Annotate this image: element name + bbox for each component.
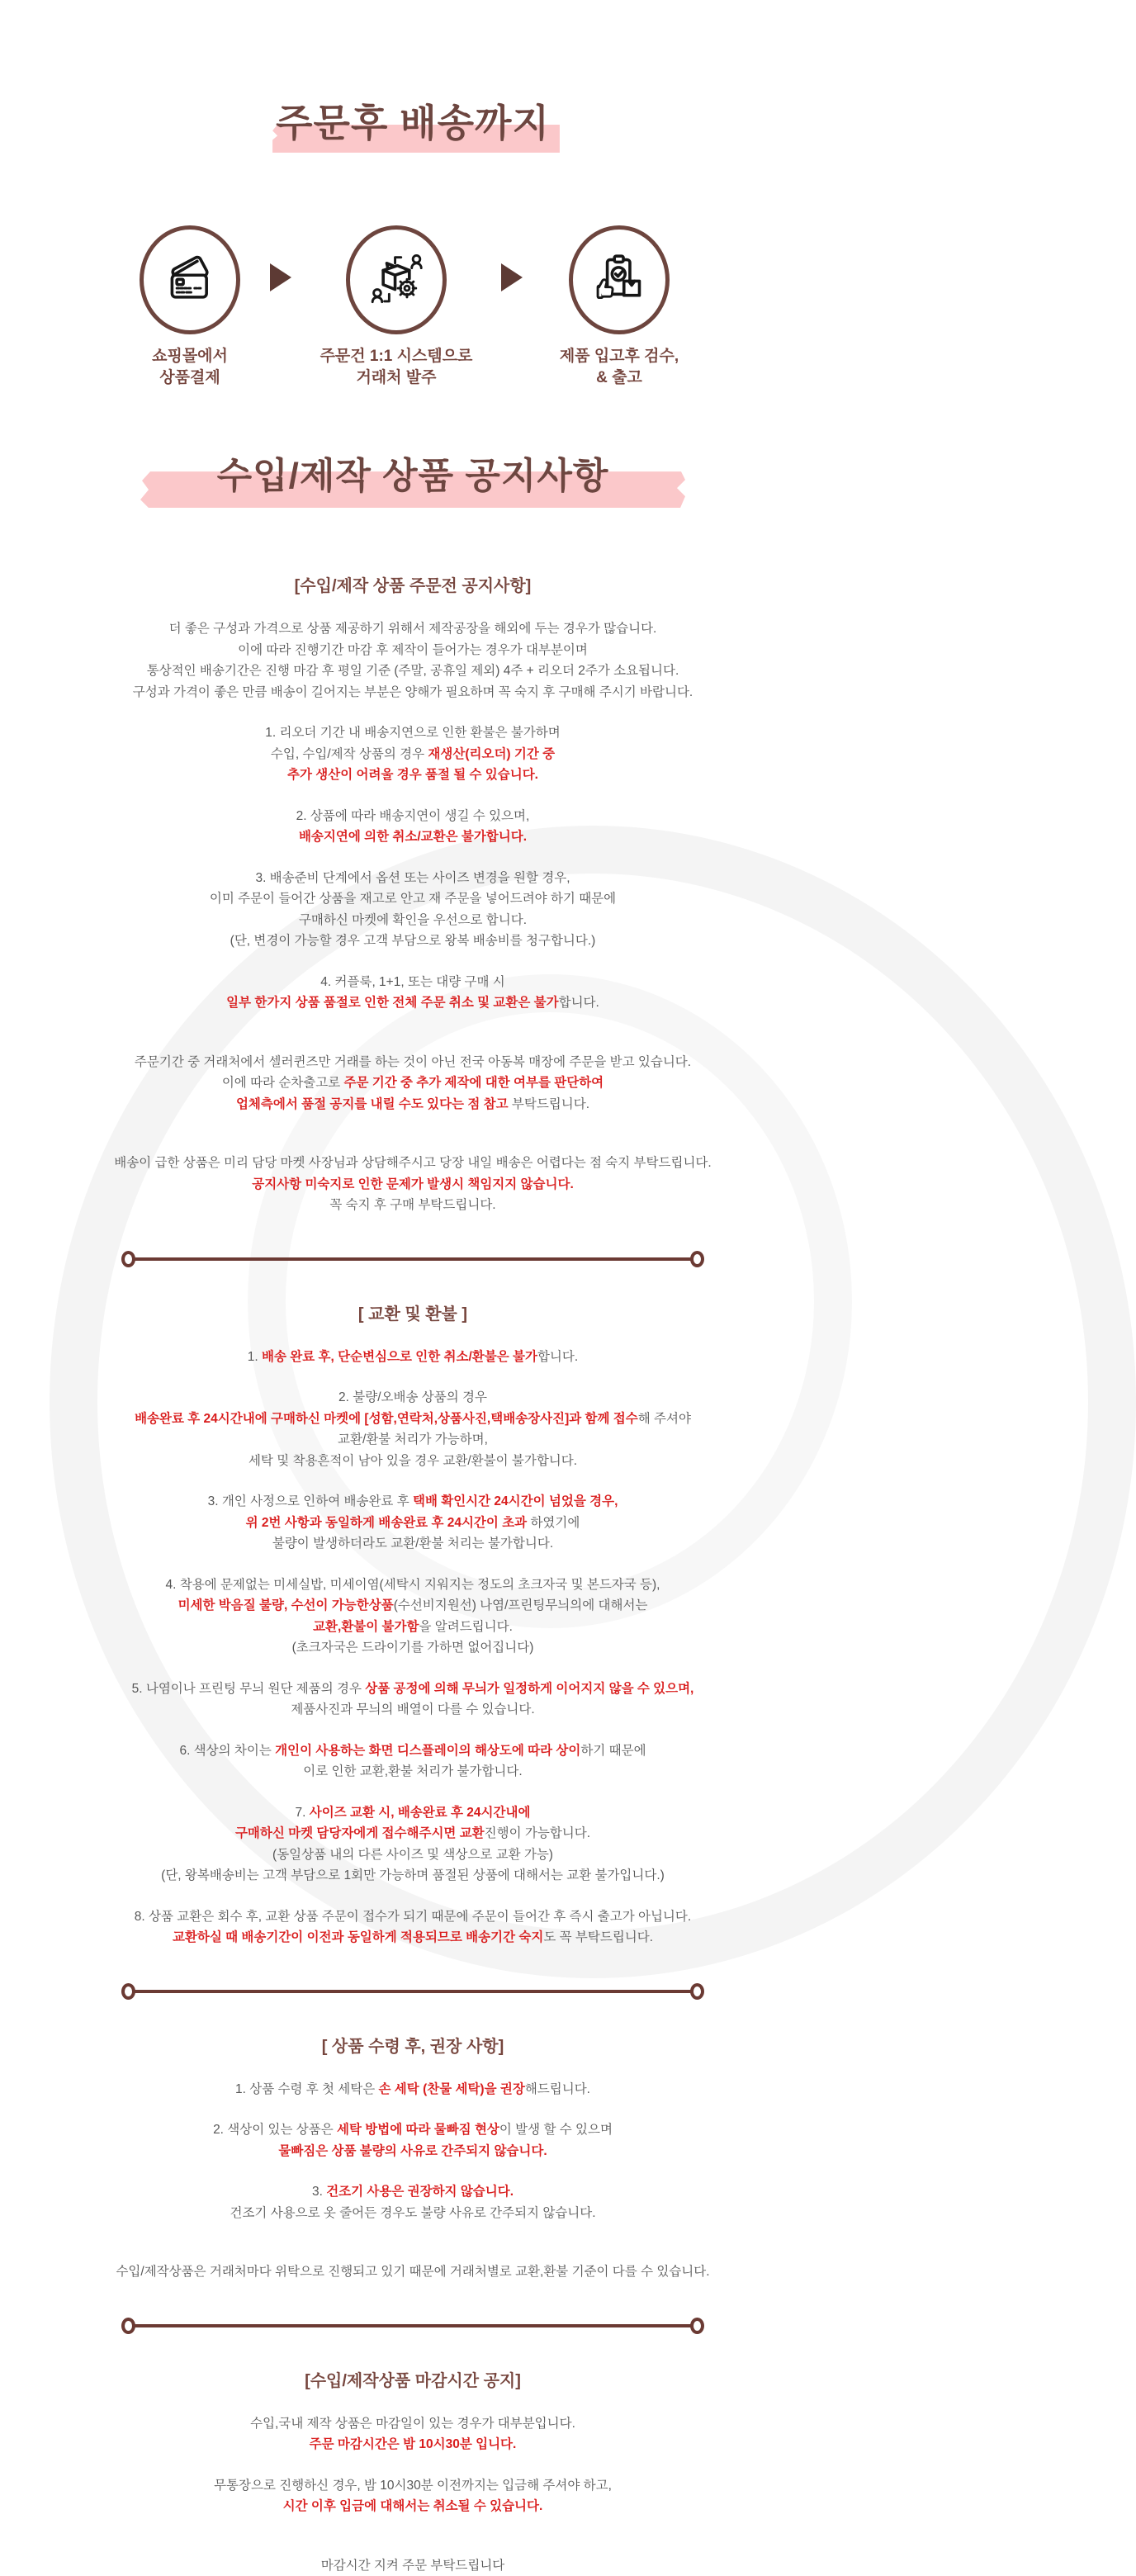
text-line: 불량이 발생하더라도 교환/환불 처리는 불가합니다. (272, 1537, 554, 1551)
text-line: 1. 리오더 기간 내 배송지연으로 인한 환불은 불가하며 (265, 726, 561, 741)
text-line: [수입/제작 상품 주문전 공지사항] (294, 577, 532, 596)
care-item-1 (0, 2079, 826, 2100)
text-line: 이에 따라 진행기간 마감 후 제작이 들어가는 경우가 대부분이며 (238, 642, 588, 657)
exchange-item-7 (0, 1802, 826, 1887)
deadline-paragraph-2 (0, 2475, 826, 2517)
text-line: 4. 커플룩, 1+1, 또는 대량 구매 시 (320, 974, 505, 989)
step-label: 주문건 1:1 시스템으로 거래처 발주 (320, 348, 473, 387)
exchange-item-4 (0, 1574, 826, 1659)
text-line: 3. 배송준비 단계에서 옵션 또는 사이즈 변경을 원할 경우, (255, 870, 570, 885)
divider-bar (135, 1990, 691, 1993)
step-order-system (293, 225, 499, 389)
exchange-item-5 (0, 1679, 826, 1721)
section-divider (121, 1251, 704, 1267)
text-line: 건조기 사용으로 옷 줄어든 경우도 불량 사유로 간주되지 않습니다. (230, 2205, 596, 2220)
deadline-heading (0, 2369, 826, 2394)
text-line: 1. 배송 완료 후, 단순변심으로 인한 취소/환불은 불가합니다. (247, 1349, 579, 1364)
divider-end-ring (121, 1983, 135, 2000)
text-line: 주문 마감시간은 밤 10시30분 입니다. (309, 2437, 517, 2452)
notice-banner (140, 450, 685, 509)
divider-end-ring (690, 1983, 704, 2000)
inspection-shipping-icon (589, 250, 649, 310)
text-line: (초크자국은 드라이기를 가하면 없어집니다) (291, 1641, 534, 1655)
text-line: 4. 착용에 문제없는 미세실밥, 미세이염(세탁시 지워지는 정도의 초크자국 및 본드자국 등), (165, 1577, 660, 1592)
text-line: 세탁 및 착용흔적이 남아 있을 경우 교환/환불이 불가합니다. (248, 1453, 578, 1468)
text-line: 배송완료 후 24시간내에 구매하신 마켓에 [성함,연락처,상품사진,택배송장사진]과 함께 접수해 주셔야 (135, 1411, 691, 1426)
text-line: 2. 불량/오배송 상품의 경우 (338, 1390, 487, 1405)
step-label: 제품 입고후 검수, & 출고 (559, 348, 679, 387)
deadline-final-line (0, 2555, 826, 2576)
exchange-item-8 (0, 1906, 826, 1949)
text-line: 2. 색상이 있는 상품은 세탁 방법에 따라 물빠짐 현상이 발생 할 수 있으며 (213, 2123, 613, 2138)
text-line: 6. 색상의 차이는 개인이 사용하는 화면 디스플레이의 해상도에 따라 상이하기 때문에 (179, 1743, 646, 1758)
order-system-icon (367, 250, 426, 310)
order-flow-steps (0, 225, 826, 389)
deadline-paragraph-1 (0, 2413, 826, 2455)
text-line: 공지사항 미숙지로 인한 문제가 발생시 책임지지 않습니다. (252, 1177, 574, 1191)
text-line: 미세한 박음질 불량, 수선이 가능한상품(수선비지원선) 나염/프린팅무늬의에 대해서는 (178, 1598, 648, 1613)
section-divider (121, 2318, 704, 2334)
text-line: 7. 사이즈 교환 시, 배송완료 후 24시간내에 (295, 1805, 531, 1820)
notice-item-4 (0, 972, 826, 1014)
step-label: 쇼핑몰에서 상품결제 (152, 348, 228, 387)
text-line: 교환하실 때 배송기간이 이전과 동일하게 적용되므로 배송기간 숙지도 꼭 부탁드립니다. (172, 1930, 654, 1945)
divider-end-ring (121, 1251, 135, 1267)
intro-paragraph (0, 618, 826, 703)
text-line: 일부 한가지 상품 품절로 인한 전체 주문 취소 및 교환은 불가합니다. (226, 996, 599, 1011)
step-circle (346, 225, 447, 334)
urgent-shipping-paragraph (0, 1153, 826, 1216)
flow-arrow-icon (501, 263, 523, 291)
text-line: 3. 개인 사정으로 인하여 배송완료 후 택배 확인시간 24시간이 넘었을 경우, (207, 1494, 618, 1509)
notice-item-1 (0, 722, 826, 786)
exchange-refund-heading (0, 1302, 826, 1327)
divider-end-ring (690, 2318, 704, 2334)
care-item-3 (0, 2181, 826, 2223)
exchange-item-2 (0, 1387, 826, 1471)
exchange-item-1 (0, 1347, 826, 1368)
exchange-item-3 (0, 1491, 826, 1555)
text-line: 배송지연에 의한 취소/교환은 불가합니다. (298, 830, 528, 845)
flow-arrow-icon (270, 263, 291, 291)
text-line: 꼭 숙지 후 구매 부탁드립니다. (329, 1198, 496, 1213)
step-inspection-shipping (524, 225, 714, 389)
divider-end-ring (690, 1251, 704, 1267)
text-line: 교환/환불 처리가 가능하며, (338, 1432, 488, 1447)
text-line: 시간 이후 입금에 대해서는 취소될 수 있습니다. (282, 2499, 543, 2514)
exchange-item-6 (0, 1740, 826, 1783)
divider-end-ring (121, 2318, 135, 2334)
text-line: (동일상품 내의 다른 사이즈 및 색상으로 교환 가능) (272, 1847, 553, 1862)
text-line: 업체측에서 품절 공지를 내릴 수도 있다는 점 참고 부탁드립니다. (235, 1096, 590, 1111)
text-line: 3. 건조기 사용은 권장하지 않습니다. (311, 2185, 514, 2200)
text-line: 구성과 가격이 좋은 만큼 배송이 길어지는 부분은 양해가 필요하며 꼭 숙지 후 구매해 주시기 바랍니다. (132, 684, 693, 699)
text-line: 더 좋은 구성과 가격으로 상품 제공하기 위해서 제작공장을 해외에 두는 경우가 많습니다. (168, 622, 657, 637)
text-line: 통상적인 배송기간은 진행 마감 후 평일 기준 (주말, 공휴일 제외) 4주 + 리오더 2주가 소요됩니다. (146, 664, 679, 679)
text-line: 이미 주문이 들어간 상품을 재고로 안고 재 주문을 넣어드려야 하기 때문에 (209, 892, 617, 907)
text-line: 5. 나염이나 프린팅 무늬 원단 제품의 경우 상품 공정에 의해 무늬가 일정하게 이어지지 않을 수 있으며, (131, 1681, 694, 1696)
text-line: 이에 따라 순차출고로 주문 기간 중 추가 제작에 대한 여부를 판단하여 (221, 1076, 604, 1091)
care-item-2 (0, 2119, 826, 2162)
text-line: 1. 상품 수령 후 첫 세탁은 손 세탁 (찬물 세탁)을 권장해드립니다. (235, 2081, 590, 2096)
text-line: 교환,환불이 불가함을 알려드립니다. (313, 1619, 513, 1634)
text-line: 이로 인한 교환,환불 처리가 불가합니다. (303, 1764, 523, 1779)
text-line: (단, 변경이 가능할 경우 고객 부담으로 왕복 배송비를 청구합니다.) (230, 934, 596, 949)
step-circle (140, 225, 240, 334)
divider-bar (135, 1257, 691, 1261)
text-line: 위 2번 사항과 동일하게 배송완료 후 24시간이 초과 하였기에 (245, 1515, 580, 1530)
text-line: 2. 상품에 따라 배송지연이 생길 수 있으며, (296, 808, 530, 823)
notice-item-2 (0, 806, 826, 848)
notice-item-3 (0, 868, 826, 952)
step-circle (569, 225, 670, 334)
text-line: 마감시간 지켜 주문 부탁드립니다 (320, 2558, 505, 2573)
text-line: 무통장으로 진행하신 경우, 밤 10시30분 이전까지는 입금해 주셔야 하고, (214, 2478, 612, 2493)
notice-content (0, 509, 826, 2576)
text-line: 구매하신 마켓 담당자에게 접수해주시면 교환진행이 가능합니다. (234, 1826, 591, 1841)
text-line: 수입, 수입/제작 상품의 경우 재생산(리오더) 기간 중 (270, 746, 556, 761)
notice-banner-title: 수입/제작 상품 공지사항 (216, 456, 609, 497)
text-line: 배송이 급한 상품은 미리 담당 마켓 사장님과 상담해주시고 당장 내일 배송은 어렵다는 점 숙지 부탁드립니다. (114, 1156, 712, 1171)
text-line: 제품사진과 무늬의 배열이 다를 수 있습니다. (291, 1702, 535, 1717)
text-line: 수입/제작상품은 거래처마다 위탁으로 진행되고 있기 때문에 거래처별로 교환,환불 기준이 다를 수 있습니다. (116, 2265, 710, 2280)
text-line: 물빠짐은 상품 불량의 사유로 간주되지 않습니다. (278, 2143, 547, 2158)
text-line: (단, 왕복배송비는 고객 부담으로 1회만 가능하며 품절된 상품에 대해서는 교환 불가입니다.) (161, 1868, 665, 1883)
hero-section (0, 0, 826, 389)
consignment-paragraph (0, 2261, 826, 2283)
page-title: 주문후 배송까지 (276, 100, 550, 148)
text-line: 추가 생산이 어려울 경우 품절 될 수 있습니다. (287, 768, 538, 783)
text-line: [ 교환 및 환불 ] (357, 1305, 468, 1324)
text-line: 8. 상품 교환은 회수 후, 교환 상품 주문이 접수가 되기 때문에 주문이 들어간 후 즉시 출고가 아닙니다. (134, 1909, 692, 1924)
divider-bar (135, 2324, 691, 2327)
text-line: 주문기간 중 거래처에서 셀러퀸즈만 거래를 하는 것이 아닌 전국 아동복 매장에 주문을 받고 있습니다. (134, 1054, 692, 1069)
after-receipt-heading (0, 2034, 826, 2059)
credit-card-icon (160, 250, 220, 310)
text-line: [ 상품 수령 후, 권장 사항] (321, 2037, 504, 2056)
section-divider (121, 1983, 704, 2000)
text-line: [수입/제작상품 마감시간 공지] (305, 2371, 521, 2390)
order-period-paragraph (0, 1052, 826, 1115)
text-line: 구매하신 마켓에 확인을 우선으로 합니다. (298, 912, 528, 927)
text-line: 수입,국내 제작 상품은 마감일이 있는 경우가 대부분입니다. (250, 2416, 575, 2431)
pre-order-notice-heading (0, 574, 826, 599)
step-payment (111, 225, 268, 389)
